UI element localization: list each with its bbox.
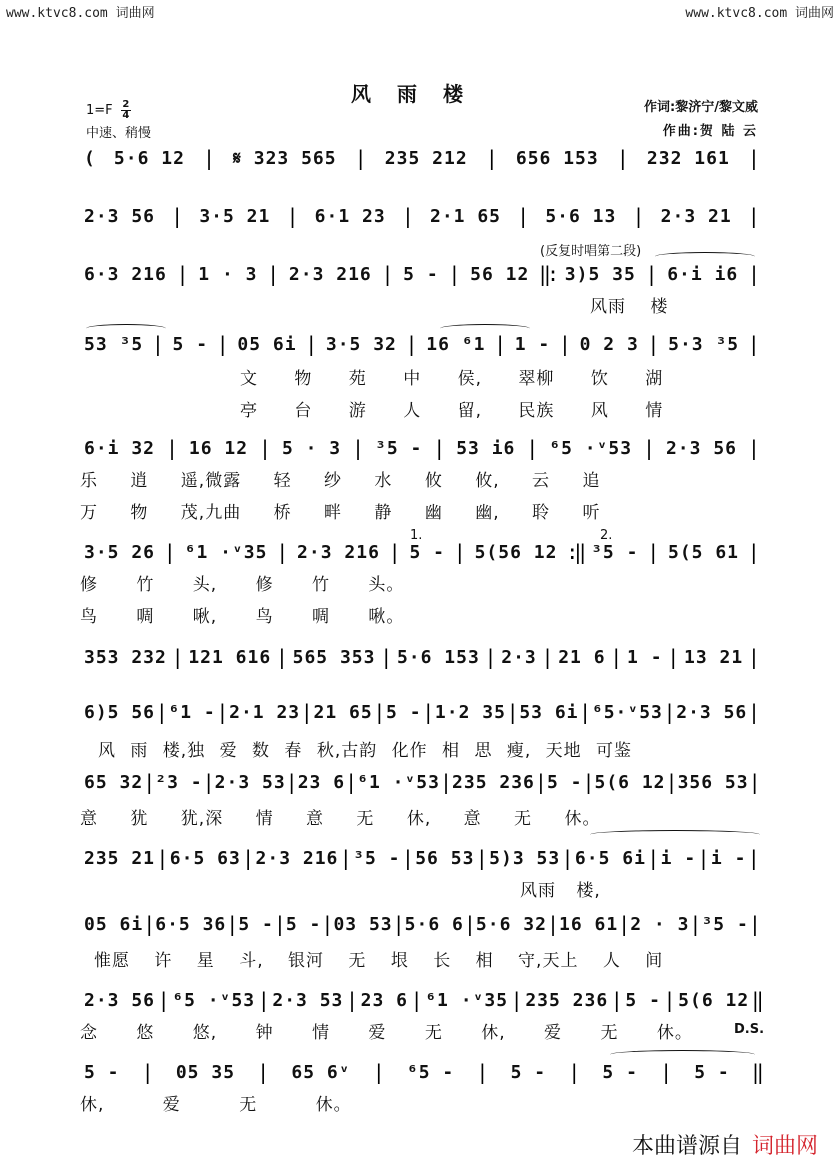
barline: | [216, 700, 229, 724]
barline: | [747, 332, 760, 356]
barline: | [354, 146, 367, 170]
barline: | [476, 1060, 489, 1084]
measure-notes: 5 - [403, 263, 439, 285]
barline: | [380, 645, 393, 669]
barline: | [163, 540, 176, 564]
measure-notes: 121 616 [188, 646, 272, 668]
measure-notes: 5 - [694, 1061, 730, 1083]
barline: | [510, 988, 523, 1012]
barline: | [157, 988, 170, 1012]
notation-row [84, 1060, 760, 1084]
measure-notes: 5 · 3 [281, 437, 342, 459]
barline: | [257, 1060, 270, 1084]
barline: | [165, 436, 178, 460]
volta-1: 1. [410, 528, 423, 543]
barline: | [689, 912, 702, 936]
barline: | [339, 846, 352, 870]
slur-row10 [590, 830, 760, 839]
barline: | [747, 436, 760, 460]
measure-notes: 2·3 21 [660, 205, 732, 227]
time-bottom: 4 [122, 110, 130, 121]
barline: | [610, 645, 623, 669]
measure-notes: 5 - [510, 1061, 547, 1083]
barline: | [647, 332, 660, 356]
barline: | [660, 1060, 673, 1084]
time-signature [121, 100, 131, 121]
measure-notes: 232 161 [646, 147, 730, 169]
measure-notes: 05 35 [175, 1061, 236, 1083]
measure-notes: 1 - [627, 646, 663, 668]
measure-notes: 2·3 56 [676, 701, 748, 723]
barline: | [494, 332, 507, 356]
measure-notes: 5·6 12 [113, 147, 185, 169]
measure-notes: 5(56 12 [474, 541, 558, 563]
barline: | [485, 146, 498, 170]
measure-notes: ³5 - [591, 541, 639, 563]
slur-row13 [610, 1050, 755, 1059]
barline: | [541, 645, 554, 669]
measure-notes: i - [660, 847, 697, 869]
barline: | [663, 988, 676, 1012]
key-signature [86, 100, 131, 121]
lyric-line-4b: 亭 台 游 人 留, 民族 风 情 [240, 401, 664, 421]
barline: | [747, 700, 760, 724]
barline: | [226, 912, 239, 936]
measure-notes: 16 61 [558, 913, 619, 935]
barline: | [579, 700, 592, 724]
measure-notes: 6·5 36 [155, 913, 227, 935]
barline: | [257, 988, 270, 1012]
measure-notes: 2·1 23 [229, 701, 301, 723]
barline: | [748, 912, 761, 936]
barline: | [526, 436, 539, 460]
barline: | [616, 146, 629, 170]
barline: | [202, 770, 215, 794]
barline: | [448, 262, 461, 286]
barline: | [647, 846, 660, 870]
measure-notes: 235 236 [452, 771, 535, 793]
measure-notes: 2·3 56 [84, 989, 156, 1011]
measure-notes: 3·5 26 [84, 541, 156, 563]
lyric-line-6a: 修 竹 头, 修 竹 头。 [80, 575, 405, 595]
measure-notes: 6)5 56 [84, 701, 156, 723]
barline: | [610, 988, 623, 1012]
barline: | [171, 204, 184, 228]
measure-notes: 5 - [285, 913, 322, 935]
barline: | [463, 912, 476, 936]
measure-notes: 2·3 53 [272, 989, 344, 1011]
barline: | [216, 332, 229, 356]
measure-notes: 3·5 21 [199, 205, 271, 227]
barline: | [141, 1060, 154, 1084]
barline: | [534, 770, 547, 794]
barline: | [568, 1060, 581, 1084]
barline: | [286, 204, 299, 228]
measure-notes: 6·i i6 [667, 263, 739, 285]
measure-notes: ⁶1 ·ᵛ53 [357, 771, 440, 793]
barline: | [453, 540, 466, 564]
barline: | [372, 1060, 385, 1084]
measure-notes: 23 6 [297, 771, 346, 793]
measure-notes: ²3 - [155, 771, 203, 793]
barline: | [405, 332, 418, 356]
song-title: 风雨楼 [351, 82, 489, 106]
measure-notes: 03 53 [333, 913, 393, 935]
barline: ‖ [751, 988, 760, 1012]
barline: | [352, 436, 365, 460]
barline: :‖ [566, 540, 583, 564]
measure-notes: 1 · 3 [198, 263, 258, 285]
measure-notes: 235 21 [84, 847, 156, 869]
footer-source [632, 1129, 818, 1160]
measure-notes: 5(5 61 [668, 541, 740, 563]
key-label: 1=F [86, 103, 113, 118]
measure-notes: 5 - [409, 541, 445, 563]
measure-notes: 5)3 53 [489, 847, 561, 869]
slur-row4b [440, 324, 530, 333]
measure-notes: 53 6i [519, 701, 579, 723]
notation-row [84, 332, 760, 356]
measure-notes: 05 6i [237, 333, 297, 355]
measure-notes: ⁶5 - [406, 1061, 455, 1083]
measure-notes: 53 i6 [456, 437, 516, 459]
measure-notes: 656 153 [515, 147, 599, 169]
barline: | [176, 262, 189, 286]
barline: | [155, 700, 168, 724]
measure-notes: 56 53 [415, 847, 475, 869]
barline: | [748, 770, 761, 794]
barline: | [285, 770, 298, 794]
lyric-line-5b: 万 物 茂,九曲 桥 畔 静 幽 幽, 聆 听 [80, 503, 601, 523]
tempo-marking: 中速、稍慢 [86, 126, 152, 141]
barline: | [433, 436, 446, 460]
notation-row [84, 262, 760, 286]
barline: | [345, 988, 359, 1012]
barline: ‖: [538, 262, 556, 286]
barline: | [401, 846, 414, 870]
volta-2: 2. [600, 528, 613, 543]
time-top: 2 [122, 99, 130, 110]
measure-notes: 16 12 [188, 437, 249, 459]
barline: | [388, 540, 401, 564]
barline: | [439, 770, 453, 794]
barline: | [546, 912, 559, 936]
barline: | [697, 846, 710, 870]
barline: | [484, 645, 497, 669]
measure-notes: 5·3 ³5 [668, 333, 740, 355]
barline: | [345, 770, 358, 794]
barline: | [475, 846, 488, 870]
lyric-line-8: 风 雨 楼,独 爱 数 春 秋,古韵 化作 相 思 瘦, 天地 可鉴 [98, 741, 633, 761]
barline: | [747, 204, 760, 228]
notation-row [84, 912, 760, 936]
measure-notes: 𝄋 323 565 [233, 147, 337, 169]
barline: | [517, 204, 530, 228]
measure-notes: 5 - [238, 913, 274, 935]
lyricist-credit: 作词:黎济宁/黎文威 [644, 100, 758, 115]
barline: ‖ [751, 1060, 760, 1084]
barline: | [143, 912, 156, 936]
barline: | [663, 700, 676, 724]
measure-notes: ⁶1 ·ᵛ35 [184, 541, 268, 563]
barline: | [561, 846, 574, 870]
measure-notes: 2·3 216 [297, 541, 380, 563]
lyric-line-11: 惟愿 许 星 斗, 银河 无 垠 长 相 守,天上 人 间 [94, 951, 664, 971]
measure-notes: 56 12 [470, 263, 530, 285]
barline: | [667, 645, 680, 669]
notation-row [84, 204, 760, 228]
lyric-line-4a: 文 物 苑 中 侯, 翠柳 饮 湖 [240, 369, 664, 389]
measure-notes: 5(6 12 [594, 771, 666, 793]
measure-notes: 235 212 [384, 147, 468, 169]
measure-notes: ³5 - [374, 437, 423, 459]
measure-notes: ⁶1 - [168, 701, 216, 723]
lyric-line-12: 念 悠 悠, 钟 情 爱 无 休, 爱 无 休。 [80, 1023, 693, 1043]
lyric-line-6b: 鸟 啁 啾, 鸟 啁 啾。 [80, 607, 405, 627]
lyric-line-13: 休, 爱 无 休。 [80, 1095, 352, 1115]
measure-notes: 235 236 [525, 989, 609, 1011]
measure-notes: i - [710, 847, 747, 869]
measure-notes: 5 - [546, 771, 583, 793]
measure-notes: 2 · 3 [630, 913, 690, 935]
measure-notes: 21 6 [558, 646, 606, 668]
measure-notes: 65 6ᵛ [291, 1061, 351, 1083]
measure-notes: ⁶5 ·ᵛ53 [549, 437, 633, 459]
measure-notes: 6·5 6i [574, 847, 646, 869]
slur-row3 [655, 252, 755, 261]
measure-notes: 353 232 [84, 646, 167, 668]
barline: | [645, 262, 658, 286]
measure-notes: 2·3 [501, 646, 537, 668]
measure-notes: 5·6 6 [404, 913, 464, 935]
barline: | [373, 700, 386, 724]
measure-notes: ( [84, 147, 96, 169]
measure-notes: 2·3 56 [84, 205, 156, 227]
measure-notes: ³5 - [701, 913, 749, 935]
barline: | [747, 146, 760, 170]
barline: | [618, 912, 631, 936]
measure-notes: 6·3 216 [84, 263, 167, 285]
measure-notes: ³5 - [353, 847, 401, 869]
barline: | [747, 645, 760, 669]
barline: | [401, 204, 414, 228]
lyric-line-3: 风雨 楼 [590, 297, 669, 317]
notation-row [84, 846, 760, 870]
measure-notes: 23 6 [360, 989, 408, 1011]
barline: | [410, 988, 423, 1012]
notation-row [84, 700, 760, 724]
measure-notes: 16 ⁶1 [426, 333, 486, 355]
barline: | [747, 846, 760, 870]
measure-notes: 13 21 [684, 646, 744, 668]
notation-row [84, 146, 760, 170]
barline: | [267, 262, 280, 286]
measure-notes: 5 - [625, 989, 661, 1011]
measure-notes: 0 2 3 [579, 333, 639, 355]
measure-notes: 2·3 216 [255, 847, 339, 869]
barline: | [747, 540, 760, 564]
measure-notes: 21 65 [313, 701, 373, 723]
measure-notes: 1 - [514, 333, 551, 355]
measure-notes: 5·6 13 [545, 205, 617, 227]
barline: | [273, 912, 286, 936]
barline: | [171, 645, 184, 669]
notation-row [84, 645, 760, 669]
measure-notes: ⁶1 ·ᵛ35 [425, 989, 509, 1011]
barline: | [276, 540, 289, 564]
barline: | [242, 846, 255, 870]
barline: | [665, 770, 678, 794]
barline: | [632, 204, 645, 228]
measure-notes: 5 - [386, 701, 422, 723]
measure-notes: 6·1 23 [314, 205, 386, 227]
lyric-line-5a: 乐 逍 遥,微露 轻 纱 水 攸 攸, 云 追 [80, 471, 601, 491]
measure-notes: 5·6 153 [396, 646, 480, 668]
measure-notes: 2·3 56 [665, 437, 737, 459]
measure-notes: 3·5 32 [325, 333, 397, 355]
notation-row [84, 540, 760, 564]
measure-notes: 5 - [602, 1061, 638, 1083]
barline: | [305, 332, 318, 356]
barline: | [647, 540, 660, 564]
notation-row [84, 436, 760, 460]
barline: | [381, 262, 394, 286]
measure-notes: 2·3 216 [288, 263, 372, 285]
lyric-line-9: 意 犹 犹,深 情 意 无 休, 意 无 休。 [80, 809, 601, 829]
measure-notes: 6·i 32 [84, 437, 156, 459]
lyric-line-10: 风雨 楼, [520, 881, 601, 901]
measure-notes: 5·6 32 [475, 913, 547, 935]
barline: | [321, 912, 334, 936]
measure-notes: 356 53 [677, 771, 749, 793]
repeat-note: (反复时唱第二段) [540, 244, 642, 259]
barline: | [392, 912, 405, 936]
footer-site: 词曲网 [751, 1134, 818, 1159]
barline: | [422, 700, 435, 724]
barline: | [143, 770, 156, 794]
measure-notes: 65 32 [84, 771, 144, 793]
measure-notes: 05 6i [84, 913, 144, 935]
barline: | [643, 436, 656, 460]
notation-row [84, 988, 760, 1012]
measure-notes: 5 - [172, 333, 209, 355]
measure-notes: ⁶5·ᵛ53 [591, 701, 663, 723]
measure-notes: 2·1 65 [429, 205, 502, 227]
measure-notes: 5(6 12 [678, 989, 750, 1011]
barline: | [275, 645, 288, 669]
barline: | [151, 332, 164, 356]
measure-notes: 1·2 35 [434, 701, 506, 723]
barline: | [582, 770, 595, 794]
barline: | [156, 846, 169, 870]
measure-notes: 5 - [84, 1061, 120, 1083]
barline: | [258, 436, 272, 460]
measure-notes: 2·3 53 [214, 771, 286, 793]
measure-notes: 6·5 63 [169, 847, 241, 869]
barline: | [203, 146, 216, 170]
composer-credit: 作曲:贺 陆 云 [662, 124, 758, 139]
measure-notes: 3)5 35 [564, 263, 636, 285]
slur-row4a [86, 324, 166, 333]
ds-marking: D.S. [734, 1022, 765, 1037]
header-left-watermark: www.ktvc8.com 词曲网 [6, 6, 155, 21]
measure-notes: ⁶5 ·ᵛ53 [172, 989, 256, 1011]
barline: | [558, 332, 571, 356]
barline: | [506, 700, 519, 724]
barline: | [747, 262, 760, 286]
footer-text: 本曲谱源自 [631, 1134, 742, 1159]
measure-notes: 565 353 [292, 646, 376, 668]
notation-row [84, 770, 760, 794]
measure-notes: 53 ³5 [84, 333, 144, 355]
barline: | [300, 700, 313, 724]
header-right-watermark: www.ktvc8.com 词曲网 [685, 6, 834, 21]
